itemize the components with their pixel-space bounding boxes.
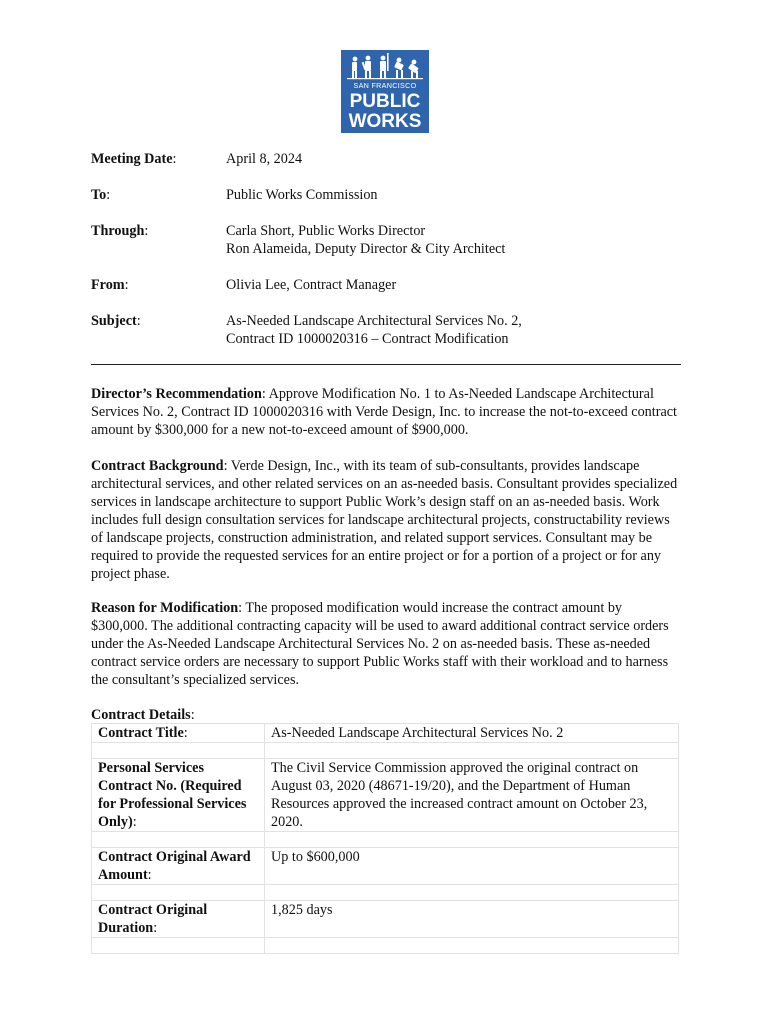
through-line2: Ron Alameida, Deputy Director & City Architect [226, 241, 506, 257]
contract-details-table [91, 723, 679, 954]
through-line1: Carla Short, Public Works Director [226, 223, 426, 239]
table-row: Personal Services Contract No. (Required for Professional Services Only): The Civil Service Commission approved the original contract on August 03, 2020 (48671-19/20), and the Department of Human Resources approved the increased contract amount on October 23, 2020. [92, 759, 679, 832]
recommendation-paragraph: Director’s Recommendation: Approve Modification No. 1 to As-Needed Landscape Architectural Services No. 2, Contract ID 1000020316 with Verde Design, Inc. to increase the not-to-exceed contract amount by $300,000 for a new not-to-exceed amount of $900,000. [91, 386, 677, 438]
to-value: Public Works Commission [226, 187, 378, 203]
table-row: Contract Original Award Amount: Up to $600,000 [92, 848, 679, 885]
subject-label: Subject [91, 313, 137, 329]
recommendation-text: Approve Modification No. 1 to As-Needed Landscape Architectural Services No. 2, Contract ID 1000020316 with Verde Design, Inc. to increase the not-to-exceed contract amount by $300,000 for a new not-to-exceed amount of $900,000. [91, 386, 677, 438]
table-spacer-row [92, 832, 679, 848]
row-label: Contract Original Duration [98, 902, 208, 936]
reason-text: The proposed modification would increase the contract amount by $300,000. The additional contracting capacity will be used to award additional contract service orders under the As-Needed Landscape Architectural Services No. 2 on as-needed basis. These as-needed contract service orders are necessary to support Public Works staff with their workload and to harness the consultant’s specialized services. [91, 600, 669, 688]
from-label: From [91, 277, 125, 293]
meeting-date-value: April 8, 2024 [226, 151, 303, 167]
row-label: Contract Original Award Amount [98, 849, 251, 883]
workers-silhouette-icon [341, 50, 429, 133]
subject-line2: Contract ID 1000020316 – Contract Modification [226, 331, 509, 347]
to-label: To [91, 187, 107, 203]
details-heading: Contract Details [91, 707, 191, 723]
reason-paragraph: Reason for Modification: The proposed modification would increase the contract amount by $300,000. The additional contracting capacity will be used to award additional contract service orders under the As-Needed Landscape Architectural Services No. 2 on as-needed basis. These as-needed contract service orders are necessary to support Public Works staff with their workload and to harness the consultant’s specialized services. [91, 600, 669, 688]
meeting-date-label: Meeting Date [91, 151, 173, 167]
row-value: 1,825 days [265, 901, 679, 938]
table-spacer-row [92, 743, 679, 759]
through-label: Through [91, 223, 145, 239]
row-value: The Civil Service Commission approved the original contract on August 03, 2020 (48671-19/20), and the Department of Human Resources approved the increased contract amount on October 23, 2020. [265, 759, 679, 832]
public-works-logo [341, 50, 429, 133]
row-label: Contract Title [98, 725, 184, 741]
row-value: As-Needed Landscape Architectural Services No. 2 [265, 724, 679, 743]
table-row: Contract Original Duration: 1,825 days [92, 901, 679, 938]
table-spacer-row [92, 938, 679, 954]
logo-line2: PUBLIC [349, 91, 421, 112]
subject-line1: As-Needed Landscape Architectural Services No. 2, [226, 313, 522, 329]
row-label: Personal Services Contract No. (Required for Professional Services Only) [98, 760, 247, 830]
table-spacer-row [92, 885, 679, 901]
background-paragraph: Contract Background: Verde Design, Inc., with its team of sub-consultants, provides landscape architectural services, and other related services on an as-needed basis. Consultant provides specialized services in landscape architecture to support Public Work’s design staff on an as-needed basis. Work includes full design consultation services for landscape architectural projects, constructability reviews of landscape projects, construction administration, and related support services. Consultant may be required to provide the requested services for an entire project or for a portion of a project or for any project phase. [91, 458, 678, 582]
table-row: Contract Title: As-Needed Landscape Architectural Services No. 2 [92, 724, 679, 743]
reason-heading: Reason for Modification [91, 600, 239, 616]
recommendation-heading: Director’s Recommendation [91, 386, 262, 402]
row-value: Up to $600,000 [265, 848, 679, 885]
logo-line1: SAN FRANCISCO [353, 81, 417, 90]
logo-line3: WORKS [348, 111, 422, 132]
from-value: Olivia Lee, Contract Manager [226, 277, 397, 293]
header-divider [91, 364, 681, 365]
background-heading: Contract Background [91, 458, 224, 474]
details-title: Contract Details: [91, 707, 195, 723]
background-text: Verde Design, Inc., with its team of sub-consultants, provides landscape architectural services, and other related services on an as-needed basis. Consultant provides specialized services in landscape architecture to support Public Work’s design staff on an as-needed basis. Work includes full design consultation services for landscape architectural projects, constructability reviews of landscape projects, construction administration, and related support services. Consultant may be required to provide the requested services for an entire project or for a portion of a project or for any project phase. [91, 458, 678, 582]
